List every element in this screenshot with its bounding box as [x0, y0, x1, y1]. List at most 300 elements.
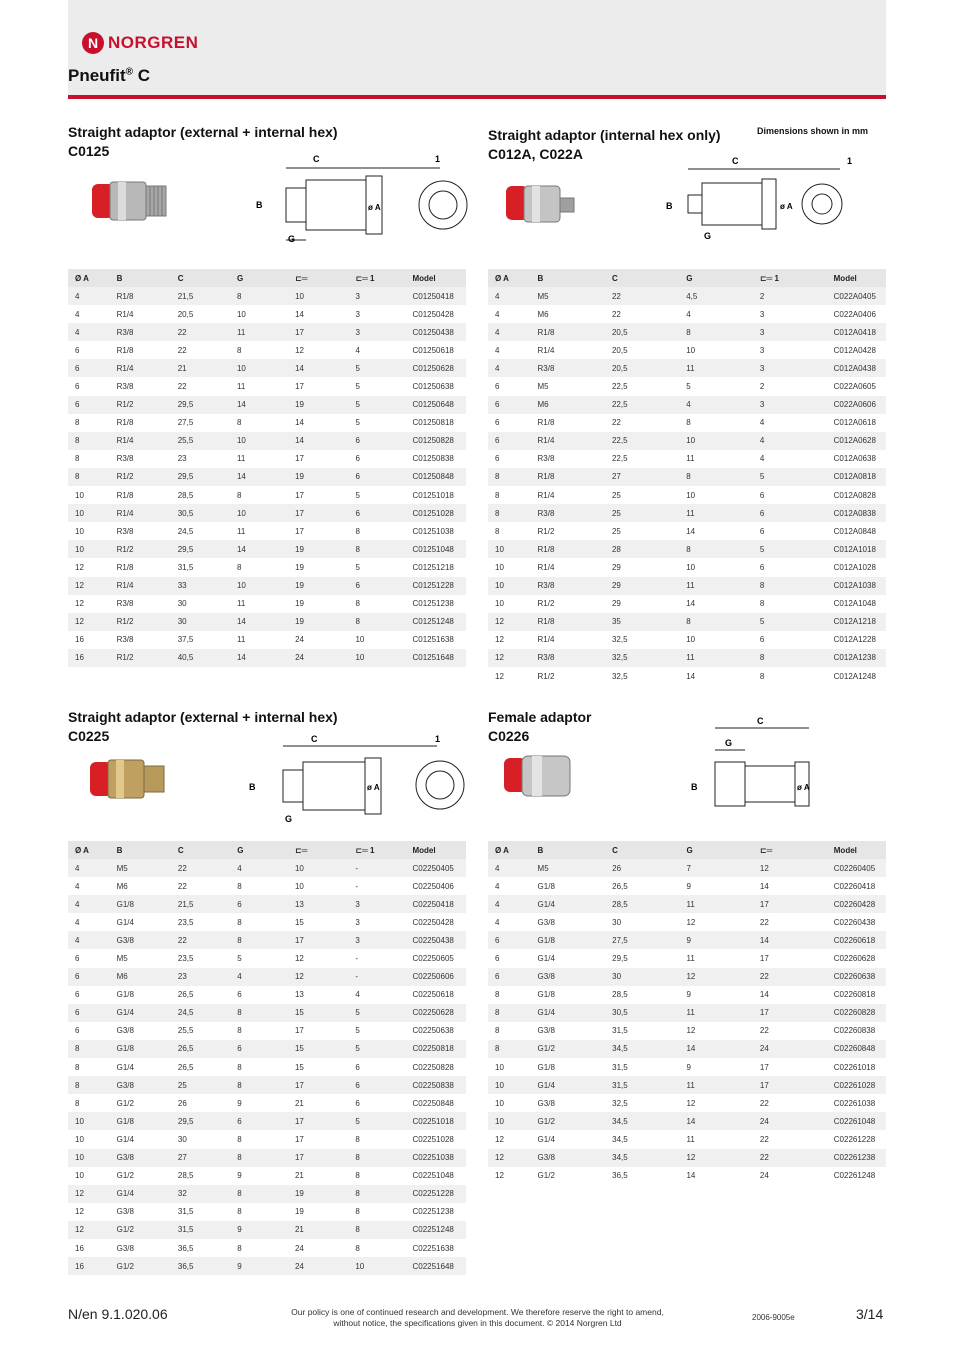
table-cell: 20,5 [605, 323, 679, 341]
table-cell: C02250405 [405, 859, 466, 877]
column-header: ⊏═ [288, 841, 348, 859]
table-cell: 4 [488, 859, 531, 877]
table-cell: 27 [605, 468, 679, 486]
table-cell: G3/8 [110, 1149, 171, 1167]
table-cell: C012A1028 [833, 562, 876, 572]
table-cell: M5 [531, 859, 606, 877]
table-cell: 6 [488, 432, 531, 450]
table-cell: 6 [348, 577, 405, 595]
table-cell: 19 [288, 613, 348, 631]
table-cell: - [348, 859, 405, 877]
table-cell: 6 [75, 345, 80, 355]
table-cell: 4 [68, 859, 110, 877]
table-cell: 10 [495, 1062, 504, 1072]
table-cell: C02260638 [827, 968, 886, 986]
table-cell: 17 [288, 323, 348, 341]
table-row [488, 649, 886, 667]
dimensions-note: Dimensions shown in mm [757, 126, 869, 136]
table-cell: C01250818 [412, 418, 454, 428]
table-header-row [68, 269, 466, 287]
table-row [488, 1040, 886, 1058]
table-cell: 24 [288, 1257, 348, 1275]
table-cell: C02251048 [412, 1171, 454, 1181]
table-row [488, 1149, 886, 1167]
table-cell: 5 [348, 1040, 405, 1058]
product-name: Pneufit [68, 66, 126, 85]
table-cell: C012A0848 [833, 526, 876, 536]
table-cell: 14 [679, 1040, 752, 1058]
table-cell: 17 [294, 1134, 304, 1144]
table-row [68, 577, 466, 595]
table-cell: C02261018 [833, 1062, 876, 1072]
table-cell: 6 [355, 1062, 360, 1072]
table-row [488, 877, 886, 895]
table-row [68, 414, 466, 432]
table-cell: 21,5 [171, 287, 230, 305]
section-title-line: Straight adaptor (external + internal hex) [68, 124, 338, 140]
table-cell: 22 [753, 1149, 827, 1167]
table-row [68, 895, 466, 913]
table-cell: 4 [75, 309, 80, 319]
table-cell: 6 [75, 954, 80, 964]
table-cell: G1/8 [116, 990, 134, 1000]
table-cell: R1/8 [116, 562, 134, 572]
table-cell: 23,5 [177, 954, 194, 964]
table-cell: 10 [686, 490, 696, 500]
table-cell: C01250828 [405, 432, 466, 450]
table-cell: 17 [753, 1004, 827, 1022]
table-cell: 12 [488, 649, 531, 667]
table-cell: G1/2 [537, 1171, 555, 1181]
table-row [68, 968, 466, 986]
table-cell: 22,5 [605, 432, 679, 450]
table-row [488, 667, 886, 685]
table-cell: C02251228 [405, 1185, 466, 1203]
table-cell: C02261228 [833, 1134, 876, 1144]
table-cell: 8 [759, 599, 765, 609]
table-cell: M6 [116, 881, 128, 891]
column-header: ⊏═ [753, 841, 827, 859]
table-cell: R1/8 [531, 468, 605, 486]
table-row [488, 895, 886, 913]
table-cell: G3/8 [110, 1076, 171, 1094]
table-cell: 8 [355, 1207, 360, 1217]
table-cell: C02251018 [405, 1112, 466, 1130]
table-cell: C02250838 [405, 1076, 466, 1094]
table-cell: 10 [230, 577, 288, 595]
label-g: G [704, 231, 712, 241]
table-cell: 29,5 [171, 468, 230, 486]
table-cell: 12 [295, 345, 304, 355]
table-cell: 11 [236, 382, 246, 392]
table-row [488, 577, 886, 595]
table-row [488, 1004, 886, 1022]
table-cell: 4 [68, 323, 110, 341]
table-cell: 25 [611, 490, 621, 500]
table-cell: - [355, 881, 359, 891]
table-cell: C012A0428 [833, 345, 876, 355]
table-cell: 11 [686, 954, 695, 964]
table-cell: C02260628 [833, 954, 876, 964]
table-cell: 9 [237, 1098, 242, 1108]
table-cell: C022A0605 [833, 382, 876, 392]
table-cell: 11 [236, 599, 246, 609]
table-cell: C01251648 [405, 649, 466, 667]
policy-line: Our policy is one of continued research and development. We therefore reserve the right to amend, [291, 1307, 664, 1317]
table-cell: 12 [68, 1185, 110, 1203]
column-header: C [171, 269, 230, 287]
table-cell: 29 [611, 562, 621, 572]
table-cell: C012A0838 [827, 504, 886, 522]
table-cell: 8 [236, 418, 242, 428]
table-row [68, 341, 466, 359]
table-cell: 8 [355, 1134, 360, 1144]
table-cell: 6 [230, 895, 288, 913]
table-cell: C022A0406 [833, 309, 876, 319]
table-row [488, 396, 886, 414]
table-cell: 8 [237, 1134, 242, 1144]
table-cell: 25,5 [177, 1026, 194, 1036]
table-cell: 10 [75, 1134, 84, 1144]
table-cell: G3/8 [110, 931, 171, 949]
table-cell: 20,5 [605, 359, 679, 377]
table-cell: 29,5 [171, 396, 230, 414]
table-cell: 40,5 [171, 649, 230, 667]
table-cell: 11 [236, 454, 246, 464]
table-cell: 2 [753, 287, 827, 305]
table-header-row [488, 841, 886, 859]
table-cell: C02250438 [405, 931, 466, 949]
table-cell: 22 [759, 1026, 769, 1036]
table-cell: 4,5 [679, 287, 753, 305]
table-cell: 14 [759, 881, 769, 891]
table-cell: 12 [679, 968, 752, 986]
table-row [68, 1239, 466, 1257]
table-cell: C01251638 [412, 635, 454, 645]
table-cell: C02260418 [833, 881, 876, 891]
table-cell: 22,5 [611, 454, 628, 464]
table-cell: M6 [531, 396, 605, 414]
table-cell: 26 [177, 1098, 187, 1108]
table-cell: 5 [686, 382, 691, 392]
table-cell: 22 [171, 931, 230, 949]
table-row [488, 486, 886, 504]
registered-mark: ® [125, 66, 133, 78]
table-cell: R1/8 [537, 418, 555, 428]
table-cell: C02261048 [827, 1112, 886, 1130]
table-cell: 35 [605, 613, 679, 631]
table-cell: 31,5 [177, 562, 194, 572]
table-row [68, 1076, 466, 1094]
table-cell: G1/4 [531, 1076, 606, 1094]
table-cell: G1/8 [537, 881, 555, 891]
table-cell: - [348, 968, 405, 986]
table-header-row [68, 841, 466, 859]
table-cell: 8 [75, 418, 80, 428]
norgren-logo-icon: N [82, 32, 104, 54]
table-row [488, 377, 886, 395]
table-cell: 8 [68, 432, 110, 450]
table-cell: C012A0438 [827, 359, 886, 377]
table-cell: 5 [348, 1004, 405, 1022]
table-cell: G3/8 [537, 917, 555, 927]
table-row [488, 504, 886, 522]
table-cell: 11 [686, 1134, 695, 1144]
table-cell: 9 [237, 1171, 242, 1181]
table-cell: 10 [75, 526, 84, 536]
section-title-c0226 [488, 708, 591, 746]
table-row [68, 1130, 466, 1148]
table-cell: 32,5 [612, 1098, 628, 1108]
table-cell: C02250406 [412, 881, 454, 891]
table-cell: 14 [295, 309, 304, 319]
table-cell: G1/8 [537, 1062, 555, 1072]
section-code: C0125 [68, 143, 110, 159]
table-cell: 8 [68, 468, 110, 486]
column-header: ⊏═ [288, 269, 348, 287]
table-cell: 9 [230, 1257, 288, 1275]
table-cell: 11 [679, 359, 753, 377]
table-row [68, 931, 466, 949]
table-cell: M5 [531, 287, 605, 305]
table-cell: 4 [753, 432, 827, 450]
label-c: C [313, 154, 320, 164]
table-cell: 23,5 [177, 917, 194, 927]
table-cell: G1/4 [116, 1134, 134, 1144]
table-row [68, 1040, 466, 1058]
table-cell: 21 [171, 359, 230, 377]
table-cell: 17 [294, 1026, 304, 1036]
table-row [488, 1112, 886, 1130]
table-cell: 8 [236, 345, 242, 355]
label-oa: ø A [367, 783, 380, 792]
table-cell: 4 [495, 345, 500, 355]
table-cell: 4 [495, 881, 500, 891]
drawing-c012a [660, 155, 865, 245]
table-cell: 10 [230, 359, 288, 377]
table-row [68, 649, 466, 667]
table-cell: C02261028 [827, 1076, 886, 1094]
table-cell: 3 [753, 359, 827, 377]
table-cell: G3/8 [537, 1026, 555, 1036]
table-cell: 6 [75, 1026, 80, 1036]
table-cell: 14 [759, 990, 769, 1000]
table-cell: 4 [495, 917, 500, 927]
table-cell: C02250618 [412, 990, 454, 1000]
table-cell: 5 [753, 613, 827, 631]
table-cell: G1/2 [116, 1098, 134, 1108]
table-row [68, 359, 466, 377]
label-oa: ø A [368, 203, 381, 212]
table-cell: 6 [495, 382, 500, 392]
table-row [68, 323, 466, 341]
table-cell: 6 [759, 635, 765, 645]
drawing-c0125 [248, 150, 483, 250]
table-cell: 11 [679, 649, 753, 667]
label-b: B [666, 201, 673, 211]
table-row [488, 631, 886, 649]
table-row [488, 414, 886, 432]
table-row [488, 595, 886, 613]
column-header: B [110, 841, 171, 859]
table-cell: 19 [288, 396, 348, 414]
table-cell: G3/8 [116, 1207, 134, 1217]
table-cell: 22,5 [611, 382, 628, 392]
table-cell: 12 [68, 613, 110, 631]
table-cell: C012A1048 [833, 599, 876, 609]
table-cell: 3 [355, 917, 360, 927]
table-cell: 17 [295, 490, 304, 500]
table-cell: 12 [679, 1149, 752, 1167]
table-cell: 17 [759, 1062, 769, 1072]
table-cell: R1/8 [116, 490, 134, 500]
table-cell: 34,5 [605, 1112, 679, 1130]
table-cell: 8 [753, 649, 827, 667]
table-cell: 11 [679, 577, 753, 595]
table-cell: 22 [759, 917, 769, 927]
table-cell: 25 [611, 526, 621, 536]
table-row [488, 432, 886, 450]
column-header: G [230, 841, 288, 859]
table-cell: 8 [230, 1149, 288, 1167]
table-row [68, 450, 466, 468]
product-photo-c0225 [86, 752, 181, 810]
table-cell: 5 [753, 468, 827, 486]
section-code: C0225 [68, 728, 110, 744]
table-cell: 32 [171, 1185, 230, 1203]
column-header: G [679, 269, 753, 287]
table-cell: 4 [488, 323, 531, 341]
table-cell: 31,5 [177, 1207, 194, 1217]
table-cell: C01250618 [412, 345, 454, 355]
table-cell: 10 [68, 1112, 110, 1130]
table-cell: 12 [75, 599, 84, 609]
table-cell: 17 [759, 954, 769, 964]
table-cell: 4 [759, 418, 765, 428]
table-cell: C01251018 [412, 490, 454, 500]
table-cell: 14 [230, 613, 288, 631]
table-cell: 16 [75, 635, 84, 645]
label-g: G [288, 234, 296, 244]
table-cell: C02250418 [405, 895, 466, 913]
table-cell: C01251028 [405, 504, 466, 522]
table-cell: 26,5 [612, 881, 628, 891]
table-cell: R1/8 [116, 345, 134, 355]
table-cell: 34,5 [612, 1134, 628, 1144]
table-row [68, 504, 466, 522]
table-cell: R1/8 [531, 613, 605, 631]
table-cell: 22,5 [605, 396, 679, 414]
table-cell: C01251048 [405, 540, 466, 558]
table-cell: 10 [230, 504, 288, 522]
table-cell: 27,5 [177, 418, 194, 428]
table-cell: 10 [230, 432, 288, 450]
table-row [68, 1257, 466, 1275]
table-cell: 3 [348, 895, 405, 913]
table-cell: C012A0818 [827, 468, 886, 486]
table-cell: 17 [288, 1149, 348, 1167]
table-cell: 24 [759, 1171, 769, 1181]
table-cell: 24,5 [177, 526, 194, 536]
table-row [488, 341, 886, 359]
table-row [68, 1167, 466, 1185]
table-cell: C01250418 [405, 287, 466, 305]
table-cell: G1/4 [537, 954, 555, 964]
table-cell: C01250438 [405, 323, 466, 341]
table-cell: 10 [68, 1149, 110, 1167]
table-cell: 10 [75, 1171, 84, 1181]
table-cell: 3 [348, 287, 405, 305]
table-cell: R3/8 [531, 504, 605, 522]
table-cell: 4 [488, 359, 531, 377]
table-cell: 8 [753, 577, 827, 595]
document-reference: N/en 9.1.020.06 [68, 1306, 168, 1322]
table-row [488, 1130, 886, 1148]
table-cell: 25 [171, 1076, 230, 1094]
table-cell: 8 [686, 418, 691, 428]
table-cell: 24 [294, 1243, 304, 1253]
table-row [68, 595, 466, 613]
label-c: C [732, 156, 739, 166]
table-cell: 8 [679, 468, 753, 486]
table-cell: R3/8 [531, 359, 605, 377]
label-1: 1 [847, 156, 853, 166]
table-row [68, 1058, 466, 1076]
table-cell: C02251238 [412, 1207, 454, 1217]
table-cell: 6 [348, 1076, 405, 1094]
table-cell: 6 [68, 359, 110, 377]
table-cell: 12 [753, 859, 827, 877]
table-cell: 22 [605, 287, 679, 305]
table-cell: C02251028 [412, 1134, 454, 1144]
table-cell: G1/2 [110, 1221, 171, 1239]
table-cell: 21 [294, 1171, 304, 1181]
table-cell: C02250606 [405, 968, 466, 986]
table-cell: 6 [68, 1004, 110, 1022]
table-cell: 22 [759, 1098, 769, 1108]
table-cell: 8 [237, 1243, 242, 1253]
table-cell: 10 [488, 1076, 531, 1094]
table-cell: 6 [355, 454, 360, 464]
table-cell: 22 [177, 345, 187, 355]
table-cell: 6 [759, 562, 765, 572]
table-cell: 8 [348, 613, 405, 631]
table-cell: R1/2 [110, 540, 171, 558]
table-cell: 11 [236, 635, 246, 645]
table-cell: 2 [759, 382, 765, 392]
table-cell: 11 [679, 1004, 752, 1022]
table-cell: 8 [237, 1207, 242, 1217]
table-cell: 4 [686, 309, 691, 319]
table-cell: 5 [348, 359, 405, 377]
table-cell: C022A0606 [827, 396, 886, 414]
table-cell: 31,5 [612, 1026, 628, 1036]
table-cell: C01250648 [405, 396, 466, 414]
column-header: Ø A [68, 269, 110, 287]
table-row [488, 450, 886, 468]
table-row [68, 1022, 466, 1040]
table-cell: 10 [68, 504, 110, 522]
table-cell: G1/4 [110, 1004, 171, 1022]
table-cell: 3 [759, 309, 765, 319]
column-header: Ø A [488, 841, 531, 859]
table-cell: G3/8 [116, 1243, 134, 1253]
table-cell: R1/2 [110, 396, 171, 414]
table-row [68, 305, 466, 323]
table-cell: 24 [753, 1040, 827, 1058]
table-cell: R1/8 [110, 287, 171, 305]
table-cell: 6 [759, 490, 765, 500]
